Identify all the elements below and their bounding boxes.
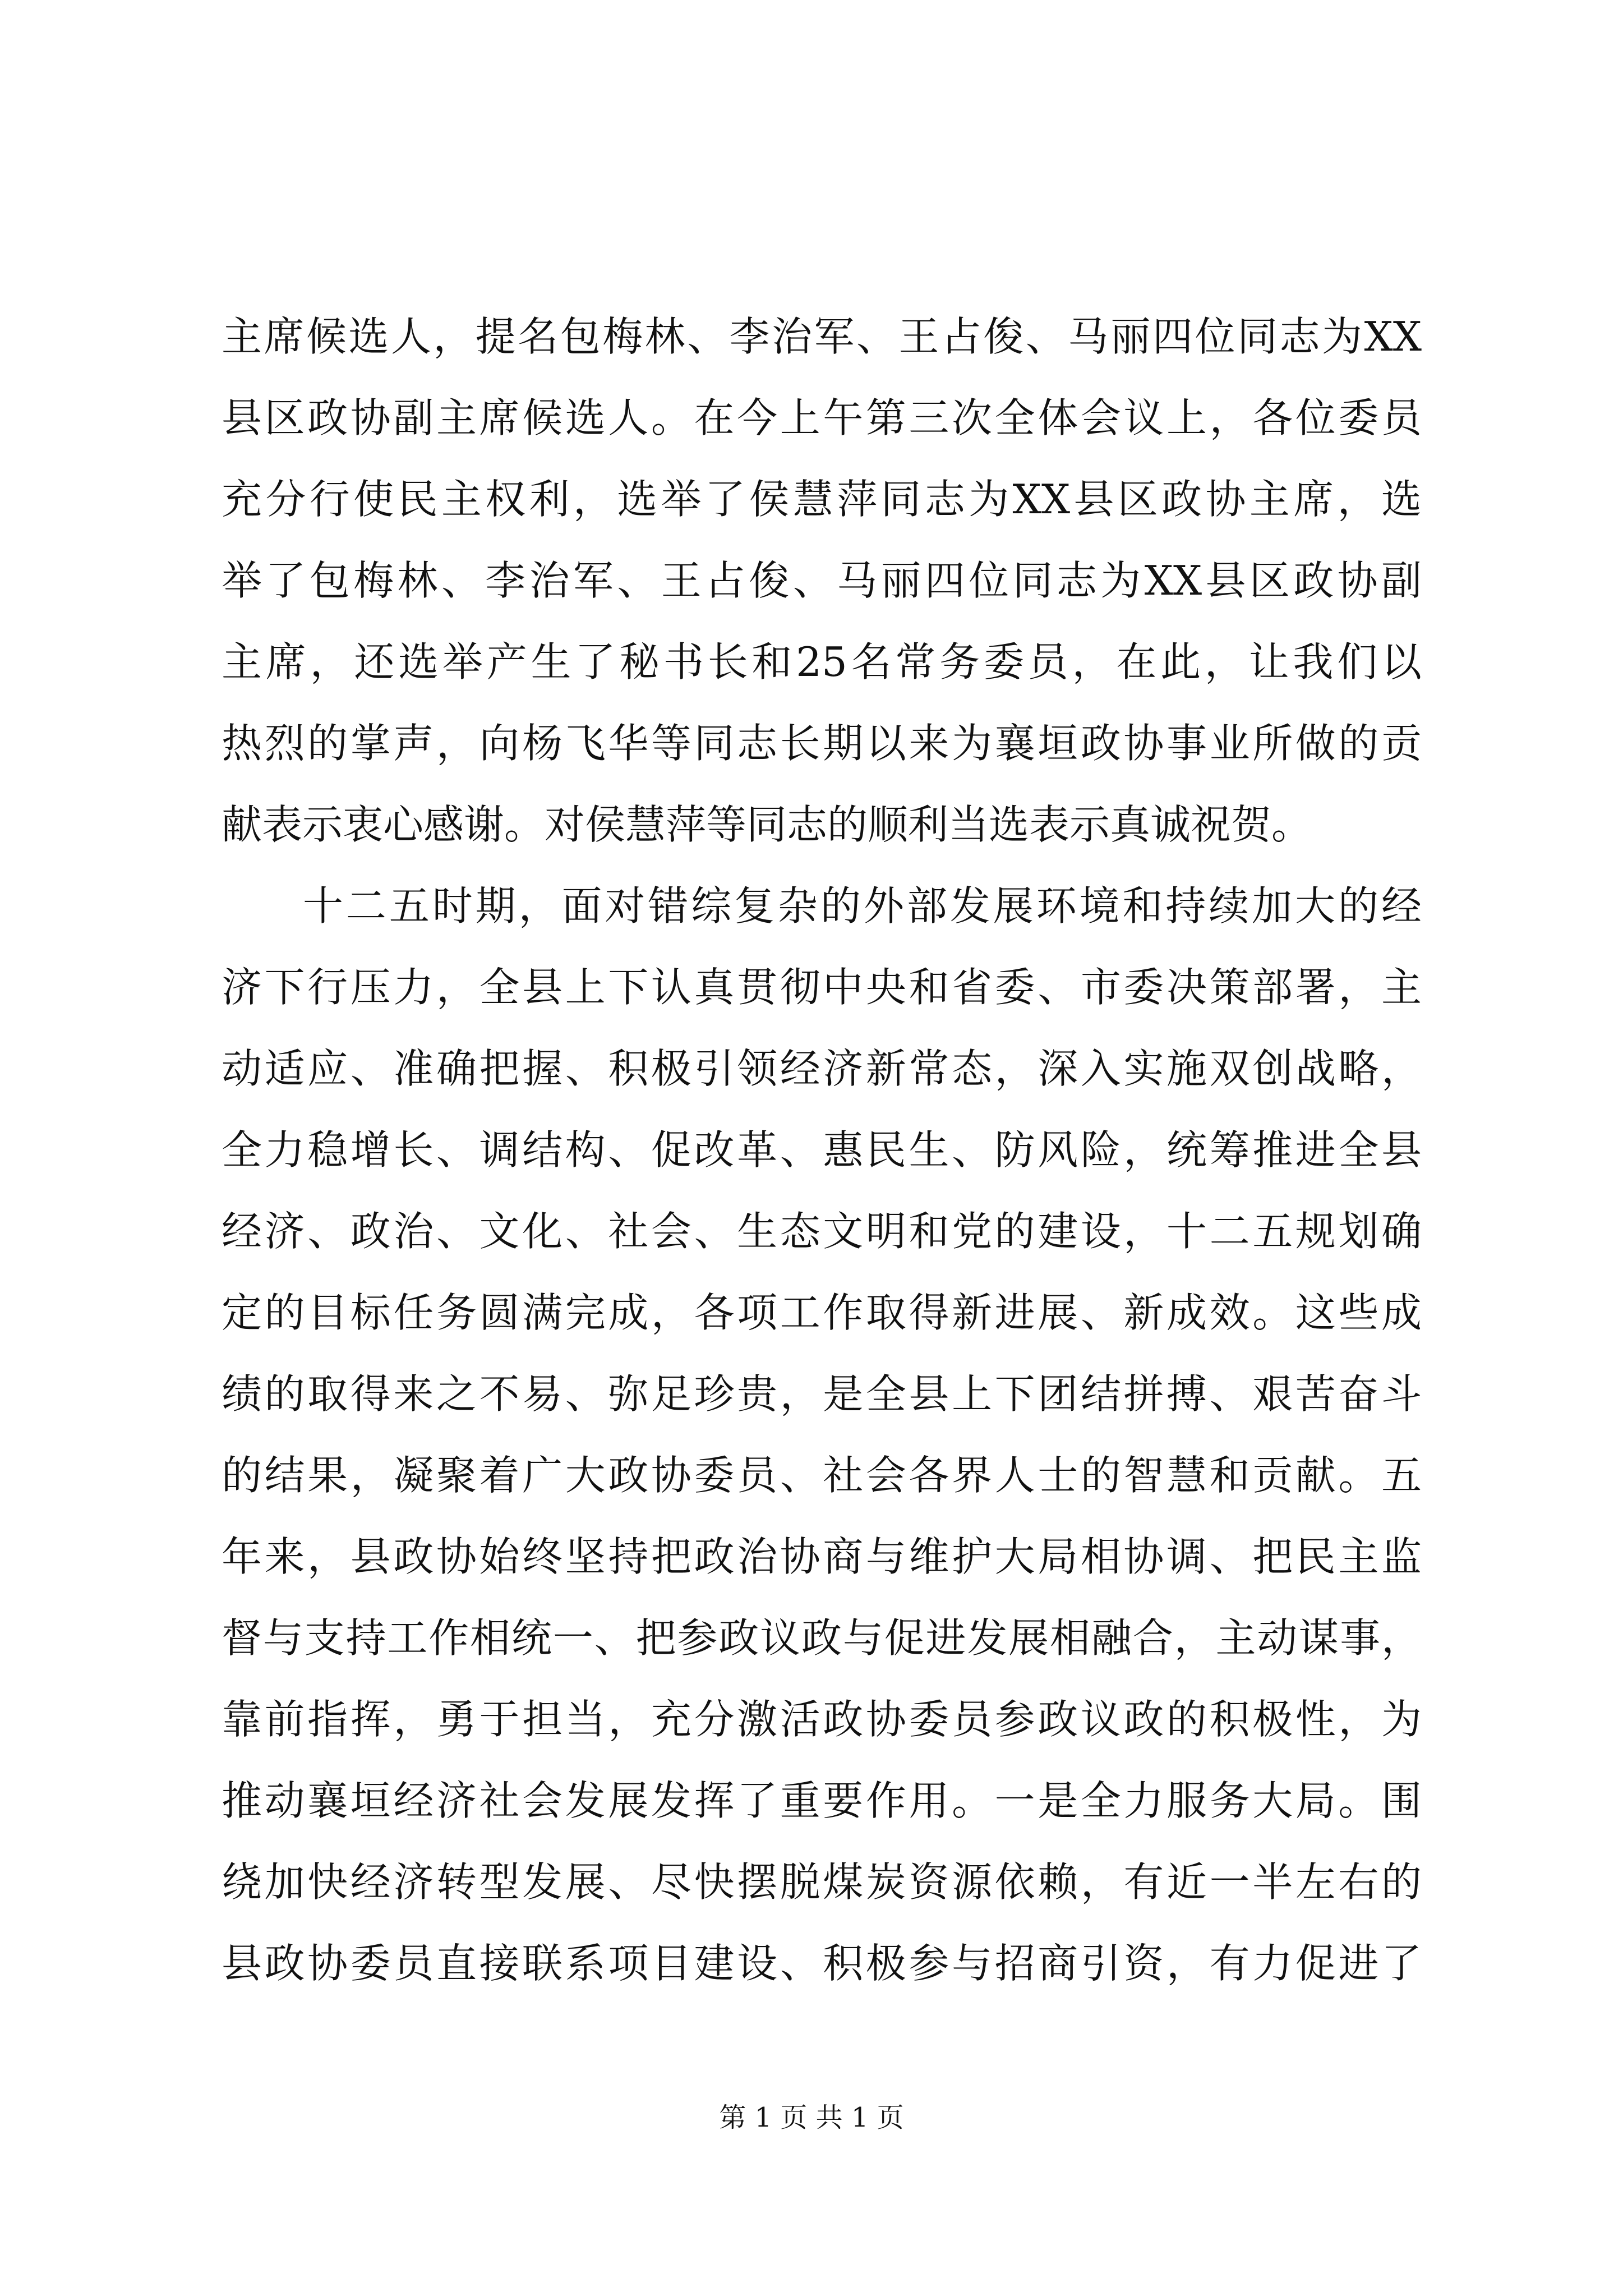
text-line: 推动襄垣经济社会发展发挥了重要作用。一是全力服务大局。围	[222, 1777, 1422, 1824]
text-line: 济下行压力，全县上下认真贯彻中央和省委、市委决策部署，主	[222, 964, 1422, 1011]
paragraph-first-line: 十二五时期，面对错综复杂的外部发展环境和持续加大的经	[303, 882, 1422, 930]
text-line: 县区政协副主席候选人。在今上午第三次全体会议上，各位委员	[222, 394, 1422, 441]
text-line: 绩的取得来之不易、弥足珍贵，是全县上下团结拼搏、艰苦奋斗	[222, 1370, 1422, 1418]
text-line: 全力稳增长、调结构、促改革、惠民生、防风险，统筹推进全县	[222, 1126, 1422, 1174]
text-line: 主席候选人，提名包梅林、李治军、王占俊、马丽四位同志为XX	[222, 313, 1422, 360]
text-line: 热烈的掌声，向杨飞华等同志长期以来为襄垣政协事业所做的贡	[222, 720, 1422, 767]
text-line: 经济、政治、文化、社会、生态文明和党的建设，十二五规划确	[222, 1208, 1422, 1255]
text-line: 督与支持工作相统一、把参政议政与促进发展相融合，主动谋事，	[222, 1614, 1422, 1662]
text-line: 充分行使民主权利，选举了侯慧萍同志为XX县区政协主席，选	[222, 476, 1422, 523]
text-line: 绕加快经济转型发展、尽快摆脱煤炭资源依赖，有近一半左右的	[222, 1858, 1422, 1906]
text-line: 靠前指挥，勇于担当，充分激活政协委员参政议政的积极性，为	[222, 1696, 1422, 1743]
text-line: 举了包梅林、李治军、王占俊、马丽四位同志为XX县区政协副	[222, 557, 1422, 604]
text-line: 年来，县政协始终坚持把政治协商与维护大局相协调、把民主监	[222, 1533, 1422, 1580]
page-number-footer: 第 1 页 共 1 页	[719, 2102, 904, 2133]
text-line: 主席，还选举产生了秘书长和25名常务委员，在此，让我们以	[222, 638, 1422, 685]
text-line: 献表示衷心感谢。对侯慧萍等同志的顺利当选表示真诚祝贺。	[222, 801, 1312, 848]
text-line: 县政协委员直接联系项目建设、积极参与招商引资，有力促进了	[222, 1940, 1422, 1987]
text-line: 动适应、准确把握、积极引领经济新常态，深入实施双创战略，	[222, 1045, 1422, 1092]
text-line: 定的目标任务圆满完成，各项工作取得新进展、新成效。这些成	[222, 1289, 1422, 1336]
text-line: 的结果，凝聚着广大政协委员、社会各界人士的智慧和贡献。五	[222, 1452, 1422, 1499]
